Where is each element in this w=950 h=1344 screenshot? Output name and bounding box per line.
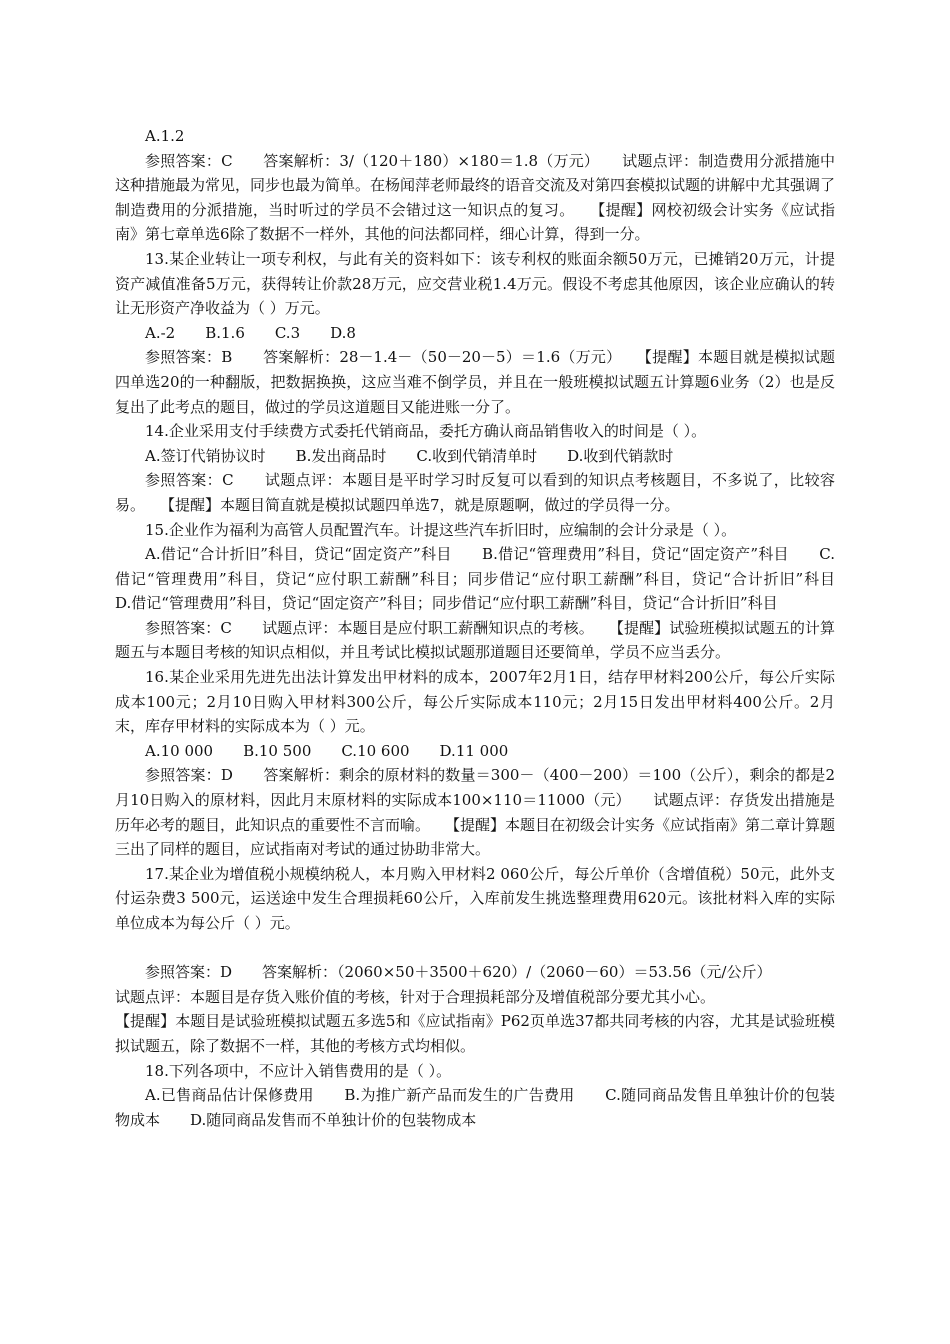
options-15: A.借记“合计折旧”科目，贷记“固定资产”科目 B.借记“管理费用”科目，贷记“固定资产”科目 C.借记“管理费用”科目，贷记“应付职工薪酬”科目；同步借记“应付职工薪酬”科目，贷记“合计折旧”科目 D.借记“管理费用”科目，贷记“固定资产”科目；同步借记“应付职工薪酬”科目，贷记“合计折旧”科目 (115, 545, 866, 613)
question-18: 18.下列各项中，不应计入销售费用的是（ ）。 (145, 1061, 452, 1080)
question-14: 14.企业采用支付手续费方式委托代销商品，委托方确认商品销售收入的时间是（ ）。 (145, 422, 707, 441)
answer-13: 参照答案：B 答案解析：28－1.4－（50－20－5）＝1.6（万元） 【提醒】本题目就是模拟试题四单选20的一种翻版，把数据换换，这应当难不倒学员，并且在一般班模拟试题五计算题6业务（2）也是反复出了此考点的题目，做过的学员这道题目又能进账一分了。 (115, 348, 835, 416)
question-15: 15.企业作为福利为高管人员配置汽车。计提这些汽车折旧时，应编制的会计分录是（ ）。 (145, 520, 737, 539)
question-13: 13.某企业转让一项专利权，与此有关的资料如下：该专利权的账面余额50万元，已摊销20万元，计提资产减值准备5万元，获得转让价款28万元，应交营业税1.4万元。假设不考虑其他原因，该企业应确认的转让无形资产净收益为（ ）万元。 (115, 249, 835, 318)
answer-15: 参照答案：C 试题点评：本题目是应付职工薪酬知识点的考核。 【提醒】试验班模拟试题五的计算题五与本题目考核的知识点相似，并且考试比模拟试题那道题目还要简单，学员不应当丢分。 (115, 618, 835, 662)
question-17: 17.某企业为增值税小规模纳税人，本月购入甲材料2 060公斤，每公斤单价（含增值税）50元，此外支付运杂费3 500元，运送途中发生合理损耗60公斤，入库前发生挑选整理费用620元。该批材料入库的实际单位成本为每公斤（ ）元。 (115, 864, 835, 932)
option-line: A.1.2 (145, 127, 185, 145)
blank-line (115, 936, 835, 961)
review-17: 试题点评：本题目是存货入账价值的考核，针对于合理损耗部分及增值税部分要尤其小心。 (115, 987, 716, 1006)
options-16: A.10 000 B.10 500 C.10 600 D.11 000 (145, 741, 509, 760)
options-13: A.-2 B.1.6 C.3 D.8 (145, 323, 356, 342)
answer-14: 参照答案：C 试题点评：本题目是平时学习时反复可以看到的知识点考核题目，不多说了，比较容易。 【提醒】本题目简直就是模拟试题四单选7，就是原题啊，做过的学员得一分。 (115, 471, 835, 514)
reminder-17: 【提醒】本题目是试验班模拟试题五多选5和《应试指南》P62页单选37都共同考核的内容，尤其是试验班模拟试题五，除了数据不一样，其他的考核方式均相似。 (115, 1012, 835, 1055)
options-18: A.已售商品估计保修费用 B.为推广新产品而发生的广告费用 C.随同商品发售且单独计价的包装物成本 D.随同商品发售而不单独计价的包装物成本 (115, 1086, 835, 1129)
answer-17: 参照答案：D 答案解析：（2060×50＋3500＋620）/（2060－60）＝53.56（元/公斤） (145, 963, 772, 982)
question-16: 16.某企业采用先进先出法计算发出甲材料的成本，2007年2月1日，结存甲材料200公斤，每公斤实际成本100元；2月10日购入甲材料300公斤，每公斤实际成本110元；2月15日发出甲材料400公斤。2月末，库存甲材料的实际成本为（ ）元。 (115, 668, 835, 736)
options-14: A.签订代销协议时 B.发出商品时 C.收到代销清单时 D.收到代销款时 (145, 446, 674, 465)
answer-16: 参照答案：D 答案解析：剩余的原材料的数量＝300－（400－200）＝100（公斤），剩余的都是2月10日购入的原材料，因此月末原材料的实际成本100×110＝11000（元） 试题点评：存货发出措施是历年必考的题目，此知识点的重要性不言而喻。 【提醒】本题目在初级会计实务《应试指南》第二章计算题三出了同样的题目，应试指南对考试的通过协助非常大。 (115, 766, 836, 859)
answer-paragraph: 参照答案：C 答案解析：3/（120＋180）×180＝1.8（万元） 试题点评：制造费用分派措施中这种措施最为常见，同步也最为简单。在杨闻萍老师最终的语音交流及对第四套模拟试题的讲解中尤其强调了制造费用的分派措施，当时听过的学员不会错过这一知识点的复习。 【提醒】网校初级会计实务《应试指南》第七章单选6除了数据不一样外，其他的问法都同样，细心计算，得到一分。 (115, 151, 836, 244)
